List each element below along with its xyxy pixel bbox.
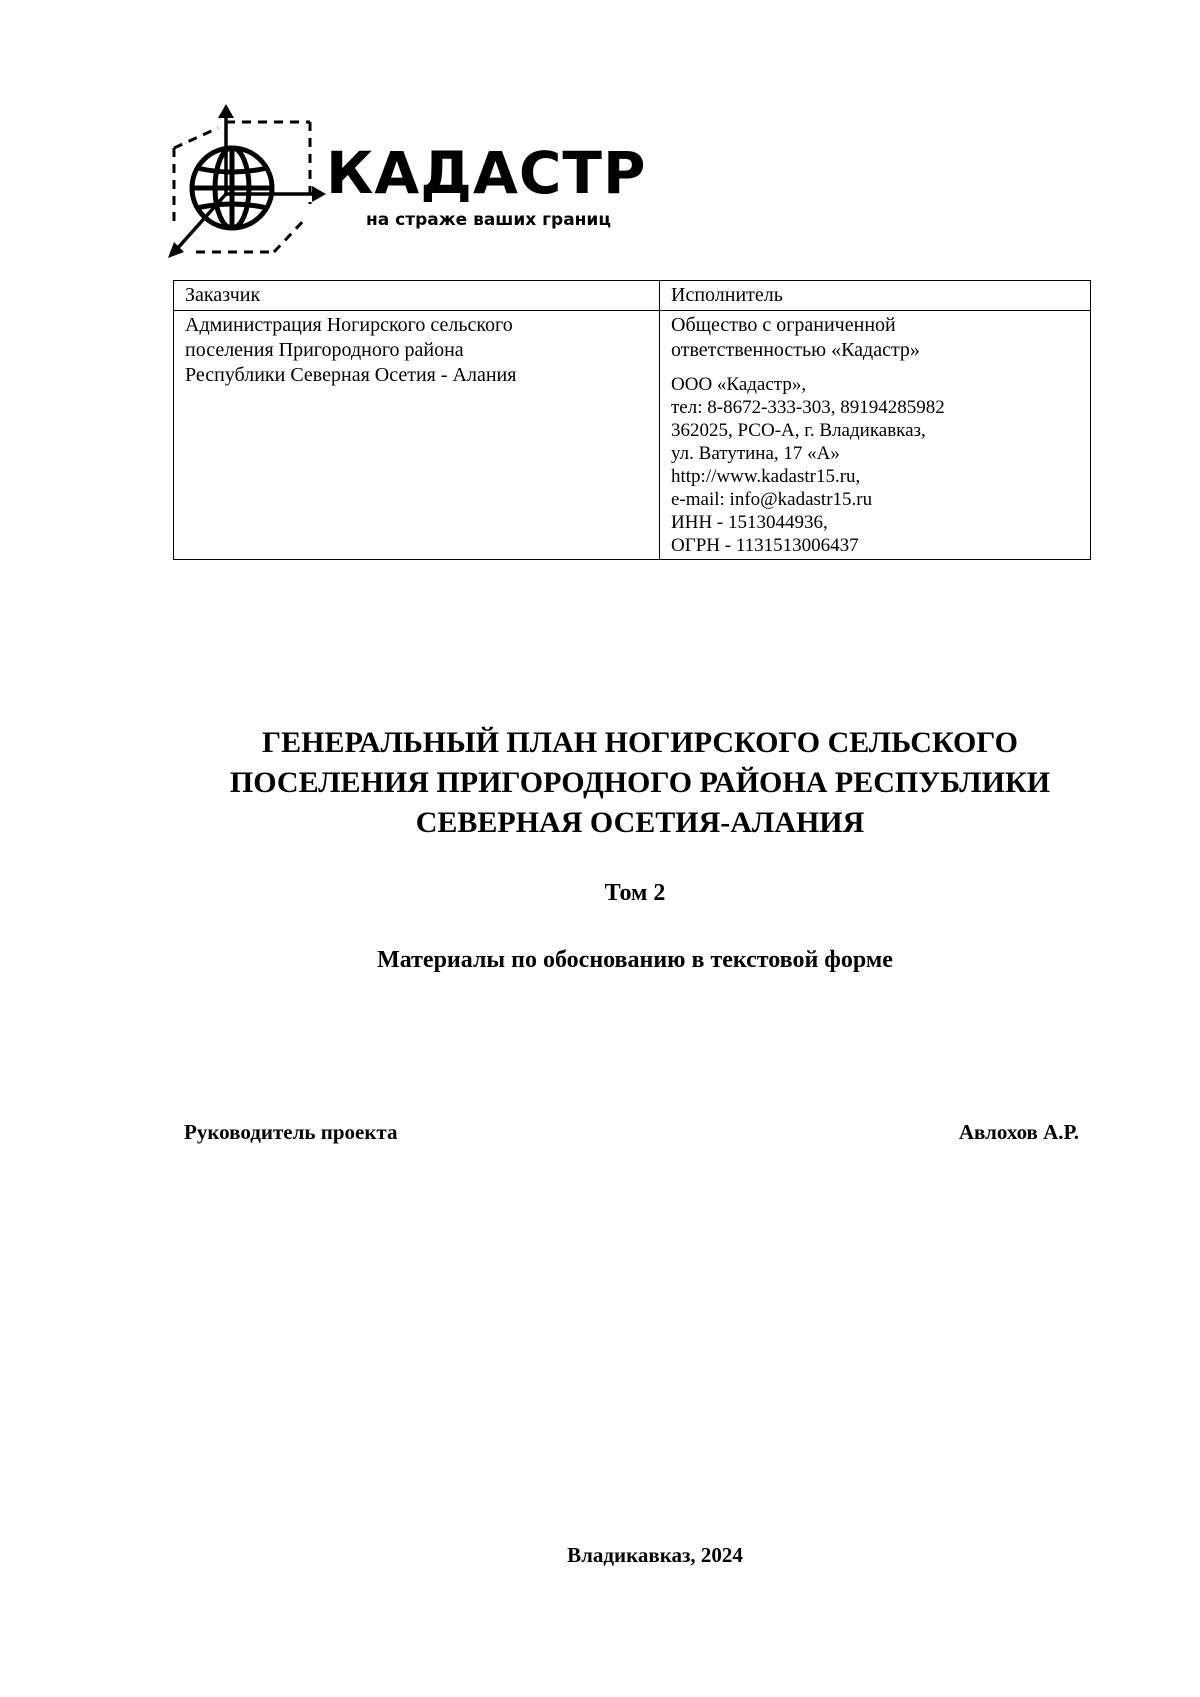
parties-table <box>173 280 1091 560</box>
globe-icon <box>166 104 326 260</box>
customer-header: Заказчик <box>174 281 660 311</box>
contact-line: тел: 8-8672-333-303, 89194285982 <box>671 397 945 418</box>
logo-title: КАДАСТР <box>326 139 647 207</box>
city-year: Владикавказ, 2024 <box>567 1543 743 1567</box>
contact-website: http://www.kadastr15.ru, <box>671 466 861 487</box>
table-row <box>174 311 1091 560</box>
contact-line: ул. Ватутина, 17 «А» <box>671 443 840 464</box>
customer-line: Администрация Ногирского сельского <box>185 314 513 336</box>
contact-line: ОГРН - 1131513006437 <box>671 535 859 556</box>
project-leader-name: Авлохов А.Р. <box>958 1120 1079 1144</box>
title-line: ПОСЕЛЕНИЯ ПРИГОРОДНОГО РАЙОНА РЕСПУБЛИКИ <box>229 766 1051 799</box>
customer-cell <box>174 311 660 560</box>
document-title <box>120 723 1160 843</box>
title-line: ГЕНЕРАЛЬНЫЙ ПЛАН НОГИРСКОГО СЕЛЬСКОГО <box>262 726 1018 759</box>
volume-label: Том 2 <box>604 880 666 906</box>
contact-line: ООО «Кадастр», <box>671 374 807 395</box>
company-logo <box>166 104 646 260</box>
logo-tagline: на страже ваших границ <box>366 210 611 230</box>
customer-line: Республики Северная Осетия - Алания <box>185 364 517 386</box>
document-subtitle: Материалы по обоснованию в текстовой форме <box>377 947 893 973</box>
contractor-header: Исполнитель <box>660 281 1091 311</box>
customer-line: поселения Пригородного района <box>185 339 464 361</box>
contractor-line: ответственностью «Кадастр» <box>671 339 920 361</box>
contractor-contacts <box>671 373 1079 557</box>
contact-email: e-mail: info@kadastr15.ru <box>671 489 873 510</box>
title-line: СЕВЕРНАЯ ОСЕТИЯ-АЛАНИЯ <box>415 806 865 839</box>
contractor-cell <box>660 311 1091 560</box>
project-leader-role: Руководитель проекта <box>184 1120 398 1144</box>
contact-line: 362025, РСО-А, г. Владикавказ, <box>671 420 926 441</box>
contact-line: ИНН - 1513044936, <box>671 512 828 533</box>
contractor-line: Общество с ограниченной <box>671 314 896 336</box>
table-header-row <box>174 281 1091 311</box>
